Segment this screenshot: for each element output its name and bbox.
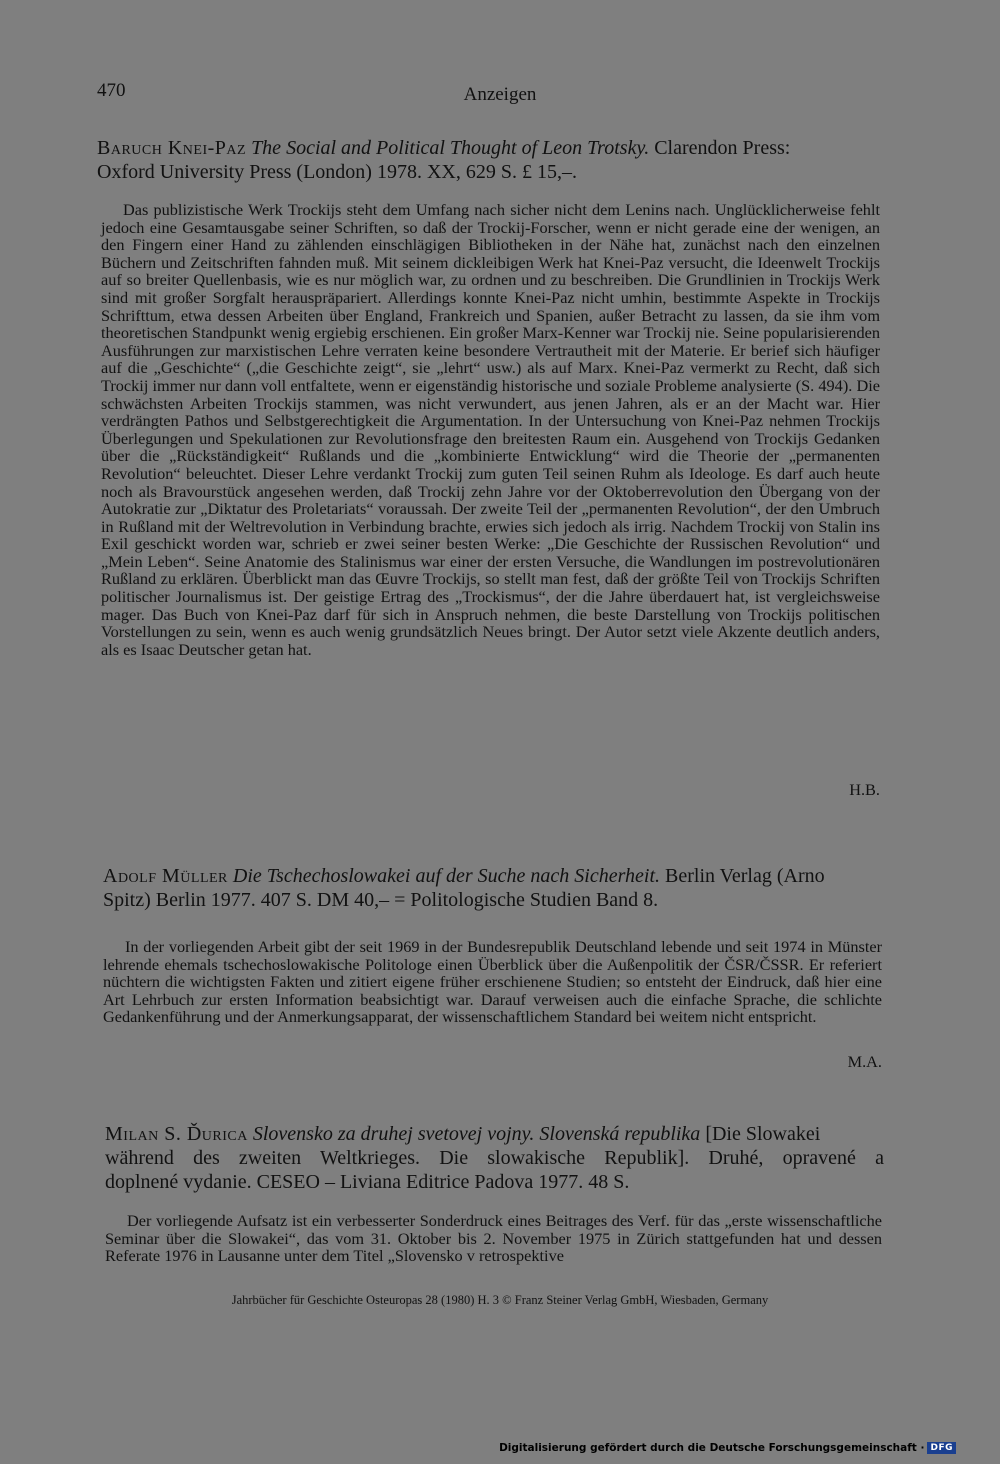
review-heading-2 [103,864,885,912]
review-body-2 [103,938,882,1026]
review-author: Baruch Knei-Paz [97,137,247,159]
reviewer-initials: M.A. [847,1052,882,1071]
section-title: Anzeigen [463,84,537,105]
reviewer-initials: H.B. [849,780,880,799]
heading-line-2: während des zweiten Weltkrieges. Die slowakische Republik]. Druhé, opravené a [105,1147,884,1169]
review-paragraph: Der vorliegende Aufsatz ist ein verbesserter Sonderdruck eines Beitrages des Verf. für das „erste wissenschaftliche Seminar über die Slowakei“, das vom 31. Oktober bis 2. November 1975 in Zürich stattgefunden hat und dessen Referate 1976 in Lausanne unter dem Titel „Slovensko v retrospektive [105,1211,882,1266]
review-heading-3 [105,1122,884,1194]
review-publisher: Clarendon Press: [649,137,791,159]
review-body-3 [105,1212,882,1265]
heading-line-2: Spitz) Berlin 1977. 407 S. DM 40,– = Politologische Studien Band 8. [103,889,659,911]
review-heading-1 [97,136,883,184]
heading-line-2: Oxford University Press (London) 1978. XX, 629 S. £ 15,–. [97,161,577,183]
journal-footer: Jahrbücher für Geschichte Osteuropas 28 (1980) H. 3 © Franz Steiner Verlag GmbH, Wiesbaden, Germany [231,1293,769,1307]
heading-line-1 [105,1122,884,1146]
review-paragraph: In der vorliegenden Arbeit gibt der seit 1969 in der Bundesrepublik Deutschland lebende und seit 1974 in Münster lehrende ehemals tschechoslowakische Politologe einen Überblick über die Außenpolitik der ČSR/ČSSR. Er referiert nüchtern die wichtigsten Fakten und zitiert eigene früher erschienene Studien; so entsteht der Eindruck, daß hier eine Art Lehrbuch zur ersten Information beabsichtigt war. Darauf verweisen auch die einfache Sprache, die schlichte Gedankenführung und der Anmerkungsapparat, der wissenschaftlichem Standard bei weitem nicht entspricht. [103,937,882,1027]
digitization-text: Digitalisierung gefördert durch die Deutsche Forschungsgemeinschaft · [499,1442,925,1454]
review-book-title: The Social and Political Thought of Leon Trotsky. [251,137,650,159]
review-book-title: Die Tschechoslowakei auf der Suche nach Sicherheit. [232,865,661,887]
heading-line-3: doplnené vydanie. CESEO – Liviana Editrice Padova 1977. 48 S. [105,1171,630,1193]
review-author: Adolf Müller [103,865,228,887]
heading-line-1 [103,864,885,888]
dfg-logo: DFG [927,1442,956,1454]
digitization-notice [499,1442,956,1454]
heading-line-1 [97,136,883,160]
review-publisher: [Die Slowakei [700,1123,821,1145]
review-publisher: Berlin Verlag (Arno [660,865,825,887]
page-number: 470 [97,80,126,101]
review-author: Milan S. Ďurica [105,1123,248,1145]
review-body-1 [101,201,880,658]
review-book-title: Slovensko za druhej svetovej vojny. Slovenská republika [252,1123,701,1145]
review-paragraph: Das publizistische Werk Trockijs steht dem Umfang nach sicher nicht dem Lenins nach. Unglücklicherweise fehlt jedoch eine Gesamtausgabe seiner Schriften, so daß der Trockij-Forscher, wenn er nicht gerade eine der wenigen, an den Fingern einer Hand zu zählenden einschlägigen Bibliotheken in der Nähe hat, zunächst nach den einzelnen Büchern und Zeitschriften fahnden muß. Mit seinem dickleibigen Werk hat Knei-Paz versucht, die Ideenwelt Trockijs auf so breiter Quellenbasis, wie es nur möglich war, zu ordnen und zu beschreiben. Die Grundlinien in Trockijs Werk sind mit großer Sorgfalt herauspräpariert. Allerdings konnte Knei-Paz nicht umhin, bestimmte Aspekte in Trockijs Schrifttum, etwa dessen Arbeiten über England, Frankreich und Spanien, außer Betracht zu lassen, da sie ihm vom theoretischen Standpunkt wenig ergiebig erschienen. Ein großer Marx-Kenner war Trockij nie. Seine popularisierenden Ausführungen zur marxistischen Lehre verraten keine besondere Vertrautheit mit der Materie. Er berief sich häufiger auf die „Geschichte“ („die Geschichte zeigt“, sie „lehrt“ usw.) als auf Marx. Knei-Paz vermerkt zu Recht, daß sich Trockij immer nur dann voll entfaltete, wenn er eigenständig historische und soziale Probleme analysierte (S. 494). Die schwächsten Arbeiten Trockijs stammen, was nicht verwundert, aus jenen Jahren, als er an der Macht war. Hier verdrängten Pathos und Selbstgerechtigkeit die Argumentation. In der Untersuchung von Knei-Paz nehmen Trockijs Überlegungen und Spekulationen zur Revolutionsfrage den breitesten Raum ein. Ausgehend von Trockijs Gedanken über die „Rückständigkeit“ Rußlands und die „kombinierte Entwicklung“ wird die Theorie der „permanenten Revolution“ beleuchtet. Dieser Lehre verdankt Trockij zum guten Teil seinen Ruhm als Ideologe. Es darf auch heute noch als Bravourstück angesehen werden, daß Trockij zehn Jahre vor der Oktoberrevolution den Übergang von der Autokratie zur „Diktatur des Proletariats“ voraussah. Der zweite Teil der „permanenten Revolution“, der den Umbruch in Rußland mit der Weltrevolution in Verbindung brachte, erwies sich jedoch als irrig. Nachdem Trockij von Stalin ins Exil geschickt worden war, schrieb er zwei seiner besten Werke: „Die Geschichte der Russischen Revolution“ und „Mein Leben“. Seine Anatomie des Stalinismus war einer der ersten Versuche, die Wandlungen im postrevolutionären Rußland zu erklären. Überblickt man das Œuvre Trockijs, so stellt man fest, daß der größte Teil von Trockijs Schriften politischer Journalismus ist. Der geistige Ertrag des „Trockismus“, der die Jahre überdauert hat, ist vergleichsweise mager. Das Buch von Knei-Paz darf für sich in Anspruch nehmen, die beste Darstellung von Trockijs politischen Vorstellungen zu sein, wenn es auch wenig grundsätzlich Neues bringt. Der Autor setzt viele Akzente deutlich anders, als es Isaac Deutscher getan hat. [101,200,880,659]
